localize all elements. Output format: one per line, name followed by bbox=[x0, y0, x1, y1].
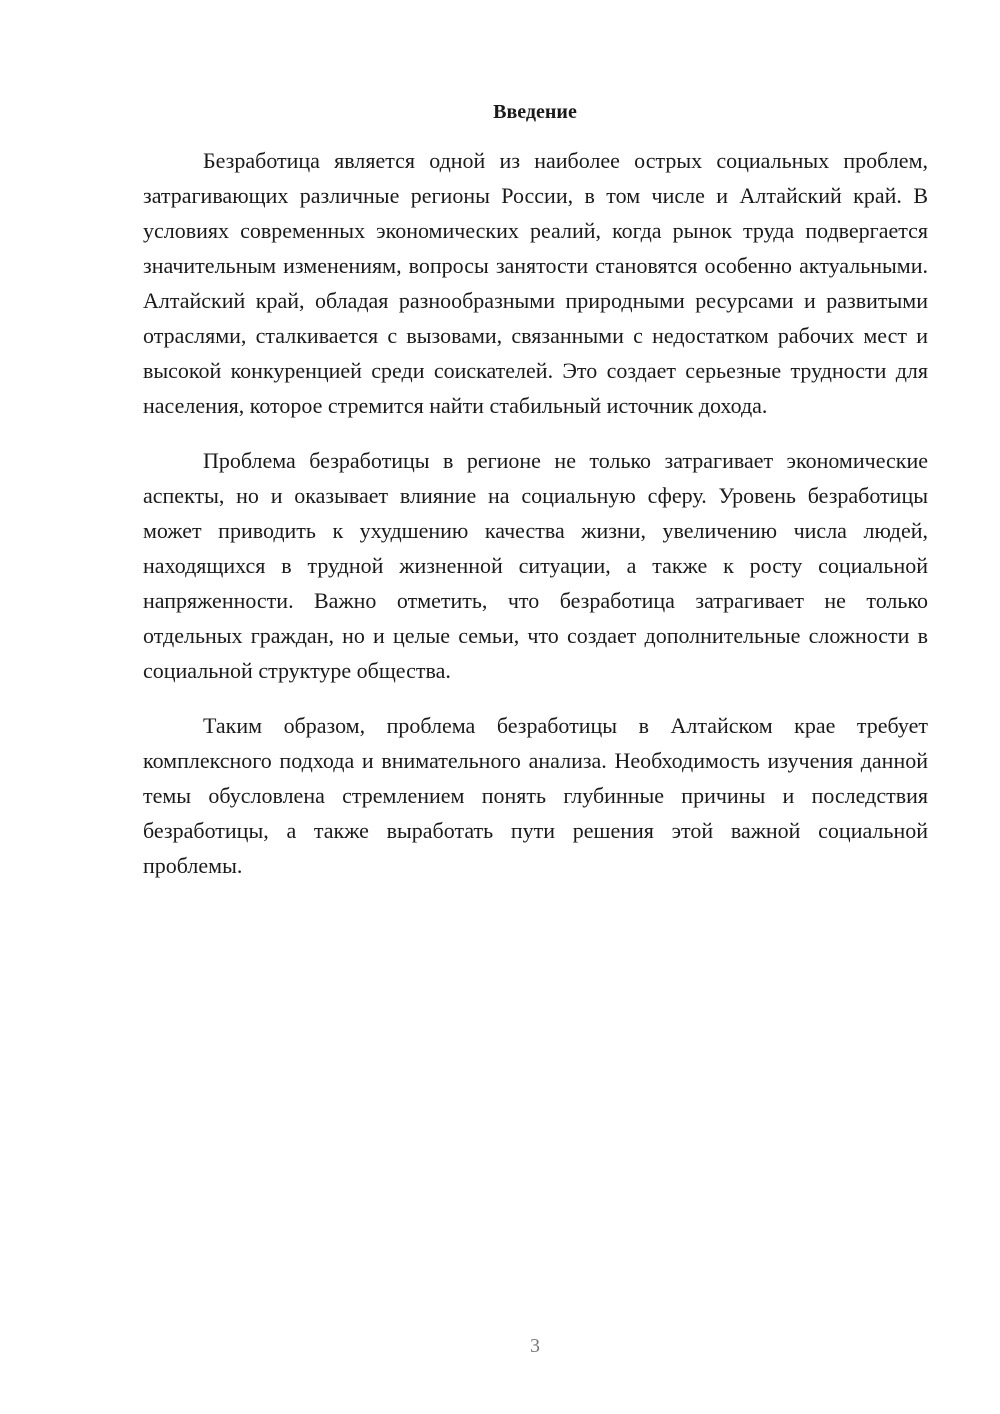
paragraph-1: Безработица является одной из наиболее острых социальных проблем, затрагивающих различные регионы России, в том числе и Алтайский край. В условиях современных экономических реалий, когда рынок труда подвергается значительным изменениям, вопросы занятости становятся особенно актуальными. Алтайский край, обладая разнообразными природными ресурсами и развитыми отраслями, сталкивается с вызовами, связанными с недостатком рабочих мест и высокой конкуренцией среди соискателей. Это создает серьезные трудности для населения, которое стремится найти стабильный источник дохода. bbox=[143, 148, 928, 418]
page-number: 3 bbox=[530, 1335, 540, 1357]
body-text bbox=[143, 143, 928, 903]
paragraph-2: Проблема безработицы в регионе не только затрагивает экономические аспекты, но и оказывает влияние на социальную сферу. Уровень безработицы может приводить к ухудшению качества жизни, увеличению числа людей, находящихся в трудной жизненной ситуации, а также к росту социальной напряженности. Важно отметить, что безработица затрагивает не только отдельных граждан, но и целые семьи, что создает дополнительные сложности в социальной структуре общества. bbox=[143, 448, 928, 683]
section-title: Введение bbox=[493, 101, 577, 123]
paragraph-3: Таким образом, проблема безработицы в Алтайском крае требует комплексного подхода и внимательного анализа. Необходимость изучения данной темы обусловлена стремлением понять глубинные причины и последствия безработицы, а также выработать пути решения этой важной социальной проблемы. bbox=[143, 713, 928, 878]
